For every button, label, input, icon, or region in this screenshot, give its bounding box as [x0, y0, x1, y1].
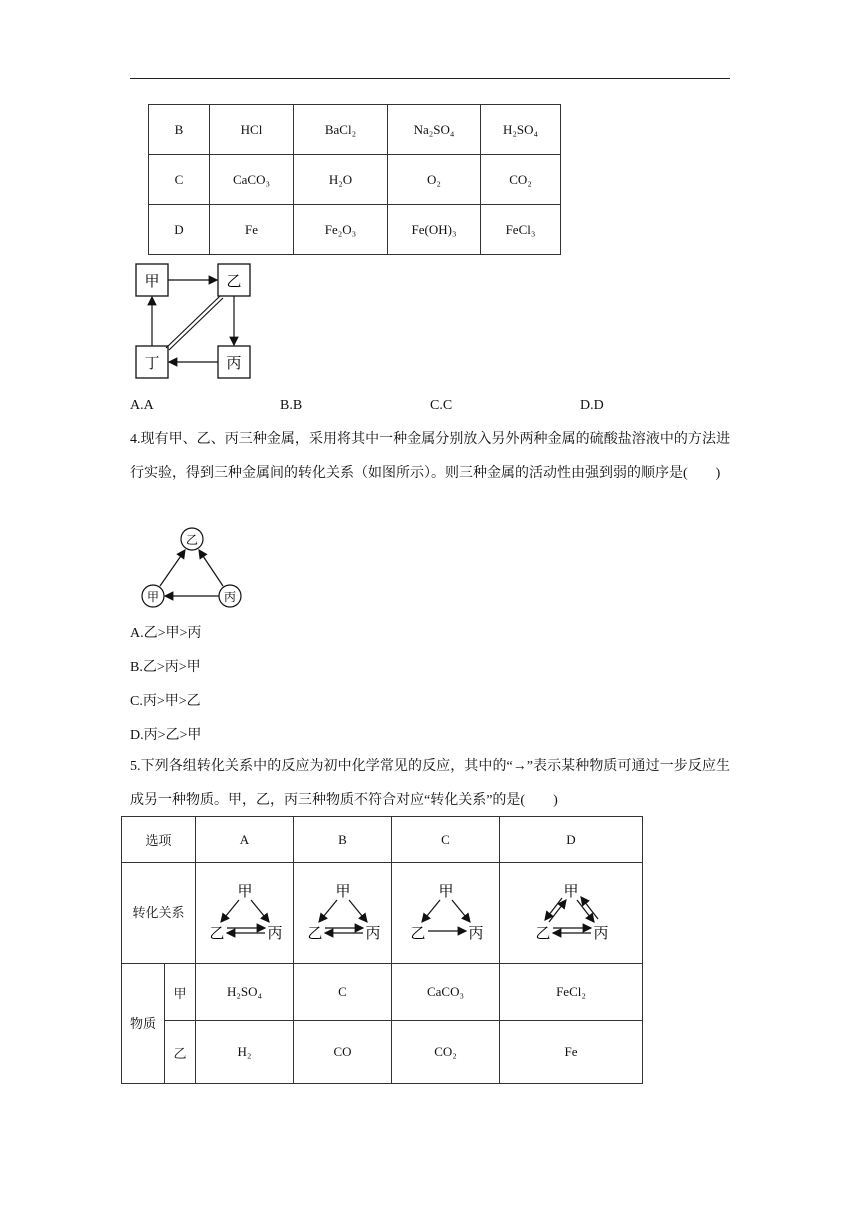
- cell: CaCO₃: [392, 964, 500, 1021]
- label-yi: 乙: [185, 533, 199, 547]
- triangle-diagram-a: [205, 876, 285, 946]
- triangle-diagram-d: [531, 876, 611, 946]
- relation-label: 转化关系: [122, 863, 196, 964]
- header-a: A: [196, 817, 294, 863]
- cell: H₂O: [294, 155, 388, 205]
- header-d: D: [500, 817, 643, 863]
- question-4-text: 4.现有甲、乙、丙三种金属，采用将其中一种金属分别放入另外两种金属的硫酸盐溶液中的方法进行实验，得到三种金属间的转化关系（如图所示）。则三种金属的活动性由强到弱的顺序是( ): [130, 432, 730, 481]
- cell: CO: [294, 1021, 392, 1084]
- relation-b: [294, 863, 392, 964]
- row-label-jia: 甲: [165, 964, 196, 1021]
- cell: Fe₂O₃: [294, 205, 388, 255]
- metal-diagram-q4: [136, 524, 246, 612]
- svg-text:丙: 丙: [593, 924, 609, 942]
- cell: Na₂SO₄: [388, 105, 481, 155]
- row-label-yi: 乙: [165, 1021, 196, 1084]
- q4-option-d[interactable]: D.丙>乙>甲: [130, 728, 202, 743]
- label-yi: 乙: [226, 272, 242, 290]
- svg-text:丙: 丙: [467, 924, 484, 942]
- q4-option-c[interactable]: C.丙>甲>乙: [130, 694, 201, 709]
- table-row: [149, 155, 561, 205]
- triangle-diagram-c: [406, 876, 486, 946]
- option-d[interactable]: D.D: [580, 398, 604, 413]
- conversion-diagram-q3: [128, 258, 258, 386]
- cell: C: [294, 964, 392, 1021]
- relation-d: [500, 863, 643, 964]
- table-row: [149, 205, 561, 255]
- table-row: [149, 105, 561, 155]
- label-ding: 丁: [144, 354, 160, 372]
- line-yi-ding: [166, 296, 220, 348]
- arrow-bing-yi: [199, 550, 223, 586]
- conversion-table-q5: [121, 816, 643, 1084]
- cell: CaCO₃: [210, 155, 294, 205]
- svg-text:乙: 乙: [535, 924, 551, 942]
- option-c[interactable]: C.C: [430, 398, 453, 413]
- cell: H₂SO₄: [481, 105, 561, 155]
- line-yi-ding-2: [169, 298, 223, 350]
- option-b[interactable]: B.B: [280, 398, 303, 413]
- cell: H₂SO₄: [196, 964, 294, 1021]
- row-label: C: [149, 155, 210, 205]
- q4-option-b[interactable]: B.乙>丙>甲: [130, 660, 201, 675]
- cell: O₂: [388, 155, 481, 205]
- label-bing: 丙: [223, 590, 237, 604]
- cell: FeCl₃: [481, 205, 561, 255]
- substance-table-q3: [148, 104, 561, 255]
- row-label: B: [149, 105, 210, 155]
- cell: FeCl₂: [500, 964, 643, 1021]
- cell: Fe: [500, 1021, 643, 1084]
- relation-a: [196, 863, 294, 964]
- cell: CO₂: [481, 155, 561, 205]
- label-jia: 甲: [144, 272, 160, 290]
- cell: CO₂: [392, 1021, 500, 1084]
- table-row: [122, 863, 643, 964]
- option-a[interactable]: A.A: [130, 398, 154, 413]
- svg-text:甲: 甲: [334, 882, 351, 900]
- header-rule: [130, 78, 730, 79]
- question-5-text: 5.下列各组转化关系中的反应为初中化学常见的反应，其中的“→”表示某种物质可通过一步反应生成另一种物质。甲，乙，丙三种物质不符合对应“转化关系”的是( ): [130, 759, 730, 808]
- label-bing: 丙: [226, 354, 242, 372]
- header-option: 选项: [122, 817, 196, 863]
- svg-text:乙: 乙: [208, 924, 225, 942]
- cell: Fe: [210, 205, 294, 255]
- svg-text:甲: 甲: [236, 882, 253, 900]
- q4-option-a[interactable]: A.乙>甲>丙: [130, 626, 202, 641]
- label-jia: 甲: [146, 590, 160, 604]
- cell: BaCl₂: [294, 105, 388, 155]
- relation-c: [392, 863, 500, 964]
- table-row: [122, 1021, 643, 1084]
- cell: HCl: [210, 105, 294, 155]
- cell: Fe(OH)₃: [388, 205, 481, 255]
- substance-label: 物质: [122, 964, 165, 1084]
- svg-text:甲: 甲: [563, 882, 579, 900]
- header-c: C: [392, 817, 500, 863]
- header-b: B: [294, 817, 392, 863]
- svg-text:丙: 丙: [266, 924, 283, 942]
- svg-text:乙: 乙: [306, 924, 323, 942]
- row-label: D: [149, 205, 210, 255]
- table-row: [122, 964, 643, 1021]
- cell: H₂: [196, 1021, 294, 1084]
- svg-text:乙: 乙: [409, 924, 426, 942]
- table-row: [122, 817, 643, 863]
- arrow-jia-yi: [160, 550, 185, 586]
- svg-text:甲: 甲: [437, 882, 454, 900]
- svg-text:丙: 丙: [364, 924, 381, 942]
- triangle-diagram-b: [303, 876, 383, 946]
